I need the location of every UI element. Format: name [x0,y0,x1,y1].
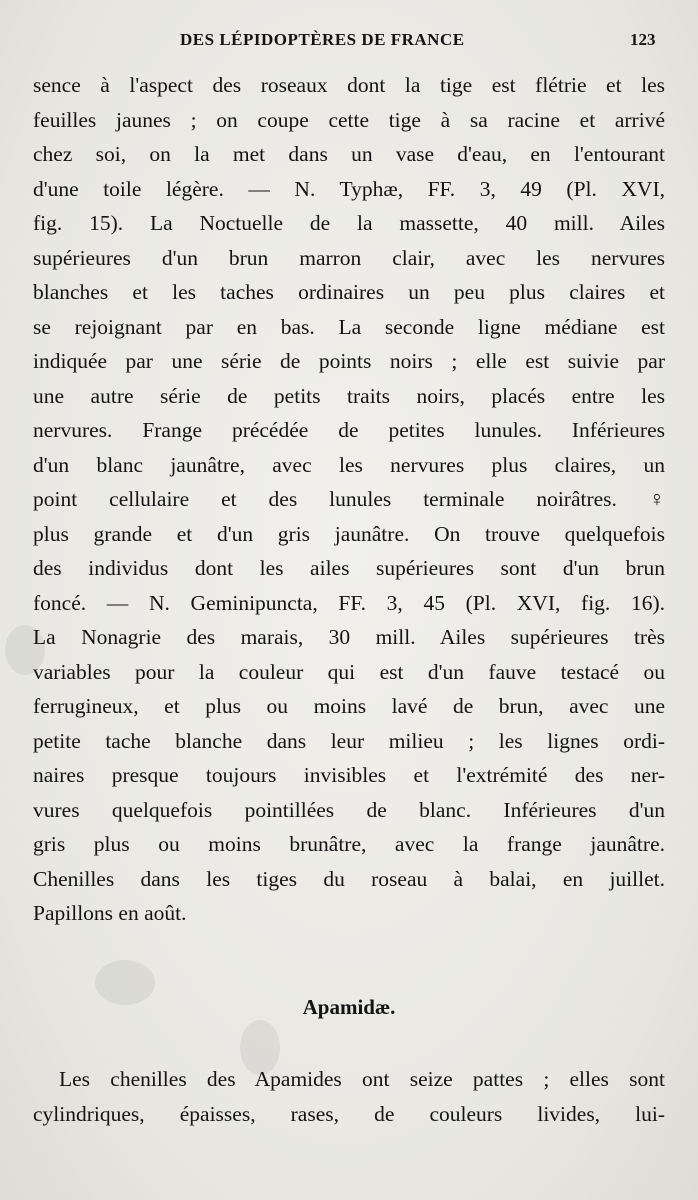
text-line: une autre série de petits traits noirs, placés entre les [33,383,665,408]
text-line: ferrugineux, et plus ou moins lavé de brun, avec une [33,694,665,718]
text-line: blanches et les taches ordinaires un peu plus claires et [33,280,665,304]
text-line: indiquée par une série de points noirs ; elle est suivie par [33,349,665,373]
text-line: foncé. — N. Geminipuncta, FF. 3, 45 (Pl. XVI, fig. 16). [33,590,665,615]
text-line: Les chenilles des Apamides ont seize pattes ; elles sont [59,1067,665,1091]
text-line: plus grande et d'un gris jaunâtre. On trouve quelquefois [33,521,665,546]
section-paragraph [33,1062,665,1132]
text-line: point cellulaire et des lunules terminale noirâtres. ♀ [33,487,665,511]
text-line: gris plus ou moins brunâtre, avec la frange jaunâtre. [33,832,665,856]
running-head: DES LÉPIDOPTÈRES DE FRANCE [180,30,465,49]
text-line: des individus dont les ailes supérieures sont d'un brun [33,556,665,580]
text-line: petite tache blanche dans leur milieu ; les lignes ordi- [33,728,665,753]
text-line: chez soi, on la met dans un vase d'eau, en l'entourant [33,142,665,166]
text-line: nervures. Frange précédée de petites lunules. Inférieures [33,418,665,442]
text-line: naires presque toujours invisibles et l'extrémité des ner- [33,763,665,787]
text-line: se rejoignant par en bas. La seconde ligne médiane est [33,314,665,339]
text-line: d'un blanc jaunâtre, avec les nervures plus claires, un [33,452,665,477]
text-line: vures quelquefois pointillées de blanc. Inférieures d'un [33,797,665,822]
text-line: fig. 15). La Noctuelle de la massette, 40 mill. Ailes [33,211,665,235]
page-number: 123 [630,30,656,49]
text-line: feuilles jaunes ; on coupe cette tige à sa racine et arrivé [33,107,665,132]
text-line: d'une toile légère. — N. Typhæ, FF. 3, 49 (Pl. XVI, [33,176,665,201]
text-line: La Nonagrie des marais, 30 mill. Ailes supérieures très [33,625,665,649]
text-line: Chenilles dans les tiges du roseau à balai, en juillet. [33,866,665,891]
body-paragraph [33,68,665,931]
text-line: supérieures d'un brun marron clair, avec les nervures [33,245,665,270]
text-line: sence à l'aspect des roseaux dont la tige est flétrie et les [33,73,665,97]
text-line: Papillons en août. [33,901,187,925]
section-heading: Apamidæ. [302,995,396,1019]
page-header [0,30,698,60]
text-line: cylindriques, épaisses, rases, de couleurs livides, lui- [33,1102,665,1126]
text-line: variables pour la couleur qui est d'un fauve testacé ou [33,659,665,684]
